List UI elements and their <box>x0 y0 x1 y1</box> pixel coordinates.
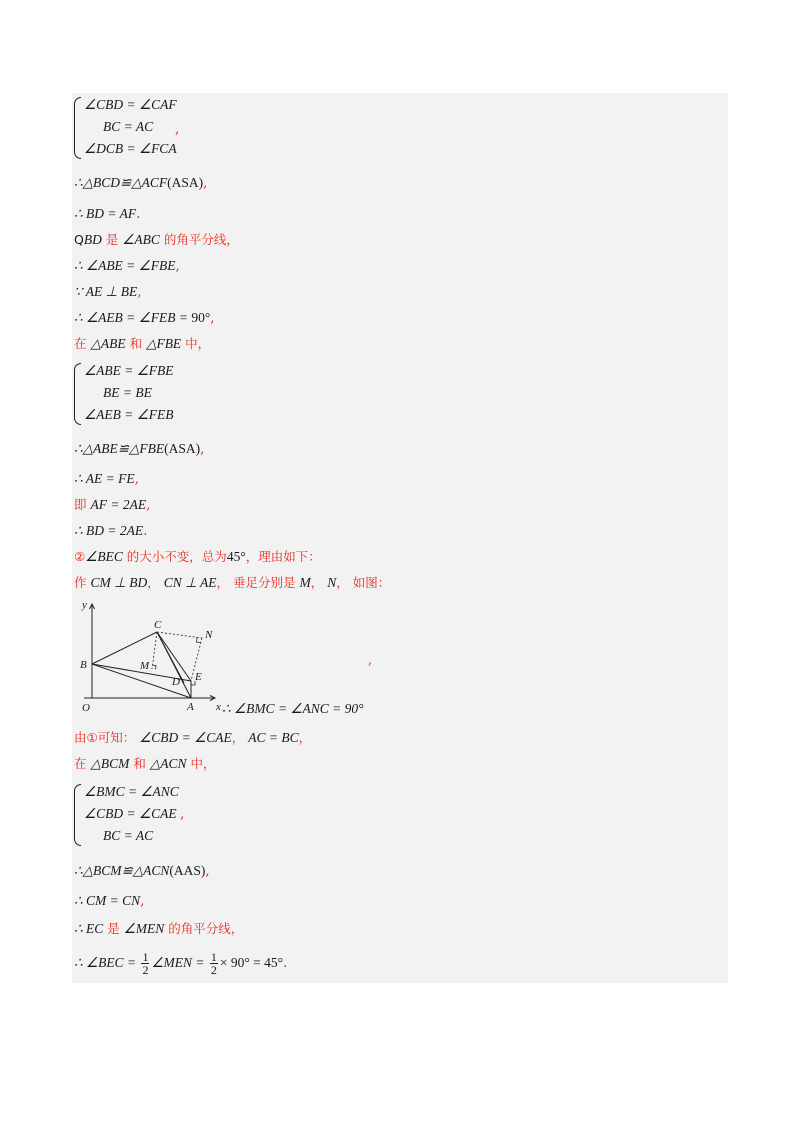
label-c: C <box>154 619 162 631</box>
label-m: M <box>140 660 150 672</box>
line-cm-cn: ∴ CM = CN, <box>74 893 145 909</box>
fraction: $\frac{1}{2}$ <box>210 950 217 977</box>
line-construction: 作 CM ⊥ BD， CN ⊥ AE， 垂足分别是 M， N， 如图： <box>74 575 391 590</box>
line-ec-bisector: ∴ EC 是 ∠MEN 的角平分线， <box>74 921 244 936</box>
label-o: O <box>82 702 90 714</box>
label-b: B <box>80 659 87 671</box>
fraction: $\frac{1}{2}$ <box>142 950 149 977</box>
line-bd-af: ∴ BD = AF. <box>74 206 141 222</box>
system-row: ∠AEB = ∠FEB <box>84 407 174 422</box>
line-congruent-acf: ∴△BCD≌△ACF(ASA), <box>74 175 208 191</box>
segment-ce <box>157 632 191 681</box>
line-from-part-1: 由①可知： ∠CBD = ∠CAE， AC = BC， <box>74 730 312 745</box>
line-bd-2ae: ∴ BD = 2AE. <box>74 523 148 539</box>
system-row: ∠BMC = ∠ANC <box>84 784 179 799</box>
system-brace <box>74 784 81 846</box>
equation-system-3 <box>84 781 179 847</box>
system-row: BC = AC <box>103 828 154 843</box>
line-bisector: QBD 是 ∠ABC 的角平分线， <box>74 232 239 247</box>
line-in-triangles-1: 在 △ABE 和 △FBE 中， <box>74 336 211 351</box>
right-angle-mark-n <box>197 638 202 643</box>
system-row: ∠CBD = ∠CAE <box>84 806 177 821</box>
label-e: E <box>195 671 202 683</box>
line-ae-fe: ∴ AE = FE, <box>74 471 139 487</box>
line-right-angle-conclusion: ∴ ∠BMC = ∠ANC = 90° <box>222 701 364 716</box>
line-abe-fbe: ∴ ∠ABE = ∠FBE, <box>74 258 180 274</box>
line-part-2: ②∠BEC 的大小不变，总为45°，理由如下： <box>74 549 321 564</box>
line-congruent-acn: ∴△BCM≌△ACN(AAS), <box>74 863 210 879</box>
line-in-triangles-2: 在 △BCM 和 △ACN 中， <box>74 756 216 771</box>
system-row: BE = BE <box>103 385 152 400</box>
geometry-figure <box>74 598 224 716</box>
system-brace <box>74 97 81 159</box>
system-row: ∠ABE = ∠FBE <box>84 363 174 378</box>
label-n: N <box>205 629 213 641</box>
system-brace <box>74 363 81 425</box>
line-af-2ae: 即 AF = 2AE, <box>74 497 151 513</box>
label-a: A <box>187 701 194 713</box>
segment-cm-dashed <box>152 632 157 669</box>
punctuation: , <box>368 653 373 668</box>
equation-system-1 <box>84 94 180 160</box>
label-y: y <box>82 599 87 611</box>
label-d: D <box>172 676 180 688</box>
line-final-result: ∴ ∠BEC = $\frac{1}{2}$ ∠MEN = $\frac{1}{2}$ × 90° = 45°. <box>74 950 288 977</box>
punctuation: , <box>180 806 185 822</box>
segment-cn-dashed <box>157 632 202 638</box>
line-congruent-fbe: ∴△ABE≌△FBE(ASA), <box>74 441 205 457</box>
solution-panel <box>72 93 728 983</box>
punctuation: , <box>175 121 180 137</box>
system-row: BC = AC <box>103 119 154 134</box>
system-row: ∠DCB = ∠FCA <box>84 141 177 156</box>
line-perpendicular: ∵ AE ⊥ BE, <box>74 284 142 300</box>
label-x: x <box>216 701 221 713</box>
equation-system-2 <box>84 360 174 426</box>
system-row: ∠CBD = ∠CAF <box>84 97 177 112</box>
line-right-angles: ∴ ∠AEB = ∠FEB = 90°, <box>74 310 215 326</box>
